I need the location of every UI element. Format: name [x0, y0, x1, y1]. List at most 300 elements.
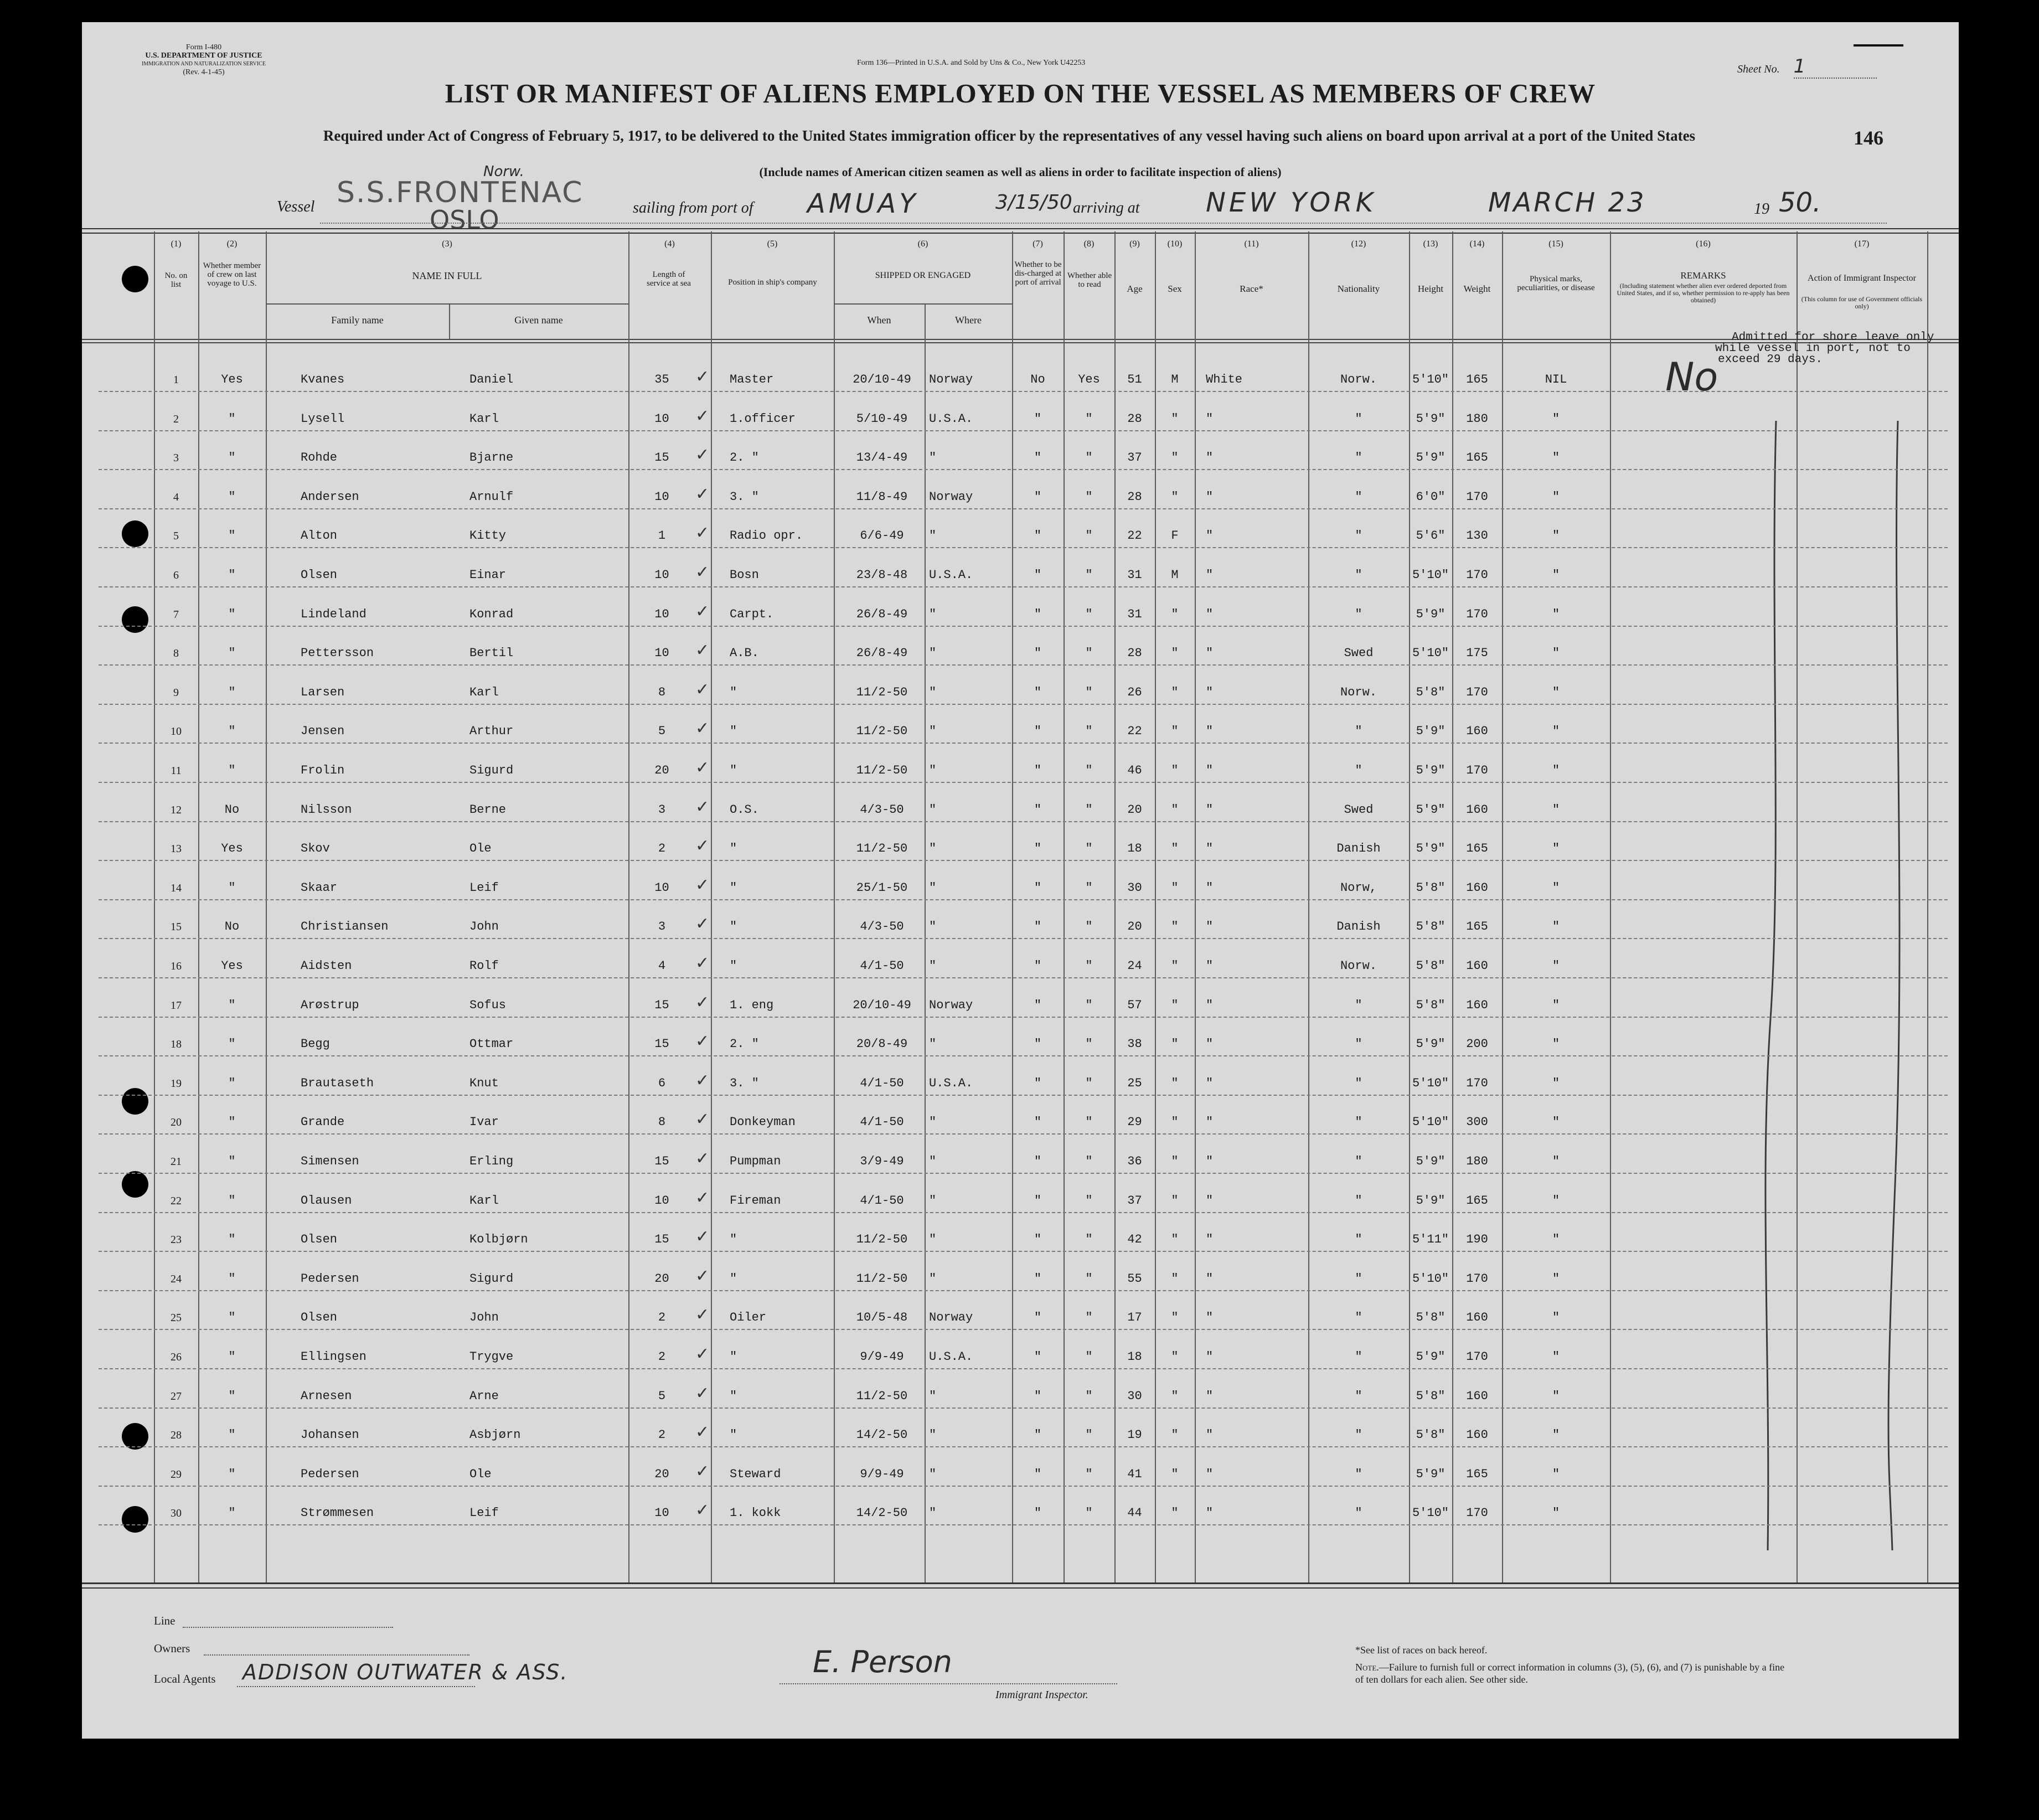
- cell-where: ": [929, 607, 937, 621]
- cell-where: ": [929, 1271, 937, 1286]
- cell-where: ": [929, 1428, 937, 1442]
- cell-where: Norway: [929, 373, 973, 386]
- cell-age: 42: [1127, 1233, 1142, 1247]
- cell-physical-marks: ": [1552, 1389, 1560, 1403]
- cell-race: ": [1206, 998, 1214, 1012]
- table-row: [82, 627, 1959, 666]
- cell-race: ": [1206, 880, 1214, 895]
- cell-discharged: ": [1034, 920, 1042, 934]
- cell-sex: ": [1171, 1271, 1179, 1286]
- colnum-16: (16): [1696, 239, 1711, 249]
- cell-physical-marks: ": [1552, 1115, 1560, 1130]
- inspector-signature: E. Person: [813, 1644, 952, 1679]
- cell-member: ": [228, 1037, 236, 1051]
- cell-given-name: Kitty: [469, 529, 507, 543]
- cell-discharged: ": [1034, 1350, 1042, 1364]
- cell-sex: ": [1171, 489, 1179, 504]
- cell-weight: 165: [1466, 1467, 1488, 1481]
- cell-length: 10: [654, 411, 669, 426]
- cell-position: Pumpman: [730, 1154, 781, 1168]
- cell-family-name: Ellingsen: [301, 1350, 366, 1364]
- footer-line-underline: [183, 1627, 393, 1628]
- cell-able-read: ": [1085, 1506, 1093, 1520]
- cell-no: 16: [171, 960, 182, 972]
- cell-discharged: ": [1034, 411, 1042, 426]
- cell-length: 10: [654, 880, 669, 895]
- cell-when: 13/4-49: [856, 451, 908, 465]
- cell-given-name: Berne: [469, 802, 507, 817]
- cell-physical-marks: ": [1552, 802, 1560, 817]
- cell-length: 20: [654, 1271, 669, 1286]
- cell-race: ": [1206, 568, 1214, 582]
- cell-no: 29: [171, 1468, 182, 1481]
- cell-when: 4/1-50: [860, 1076, 904, 1090]
- cell-no: 24: [171, 1272, 182, 1285]
- cell-race: ": [1206, 1271, 1214, 1286]
- cell-age: 36: [1127, 1154, 1142, 1168]
- cell-discharged: ": [1034, 1467, 1042, 1481]
- cell-given-name: Konrad: [469, 607, 514, 621]
- cell-given-name: Arne: [469, 1389, 499, 1403]
- cell-discharged: ": [1034, 802, 1042, 817]
- cell-race: ": [1206, 489, 1214, 504]
- sheet-label: Sheet No.: [1737, 63, 1780, 75]
- cell-race: ": [1206, 959, 1214, 973]
- remarks-line: exceed 29 days.: [1718, 353, 1823, 366]
- cell-given-name: Asbjørn: [469, 1428, 521, 1442]
- cell-able-read: ": [1085, 568, 1093, 582]
- cell-height: 5'8": [1416, 1311, 1446, 1325]
- cell-no: 4: [173, 491, 179, 503]
- hdr-shipped: SHIPPED OR ENGAGED: [875, 271, 971, 280]
- cell-no: 7: [173, 608, 179, 621]
- manifest-title: LIST OR MANIFEST OF ALIENS EMPLOYED ON THE VESSEL AS MEMBERS OF CREW: [445, 78, 1596, 109]
- cell-position: ": [730, 685, 737, 699]
- cell-family-name: Brautaseth: [301, 1076, 374, 1090]
- length-checkmark: ✓: [695, 758, 710, 777]
- manifest-subtitle: Required under Act of Congress of February 5, 1917, to be delivered to the United States immigration officer by the representatives of any vessel having such aliens on board upon arrival at a port of the United States: [323, 127, 1696, 144]
- table-row: [82, 1487, 1959, 1525]
- cell-age: 18: [1127, 1350, 1142, 1364]
- cell-height: 5'9": [1416, 607, 1446, 621]
- footer-owners-underline: [204, 1654, 469, 1656]
- hdr-physical: Physical marks, peculiarities, or disease: [1517, 275, 1595, 292]
- cell-discharged: ": [1034, 998, 1042, 1012]
- cell-length: 5: [658, 724, 666, 739]
- cell-length: 35: [654, 373, 669, 386]
- cell-no: 26: [171, 1351, 182, 1363]
- cell-length: 10: [654, 489, 669, 504]
- cell-race: ": [1206, 1311, 1214, 1325]
- cell-nationality: ": [1355, 1037, 1362, 1051]
- vessel-label: Vessel: [277, 198, 315, 215]
- cell-weight: 180: [1466, 411, 1488, 426]
- cell-family-name: Kvanes: [301, 373, 345, 386]
- cell-race: ": [1206, 646, 1214, 661]
- cell-weight: 170: [1466, 1350, 1488, 1364]
- cell-no: 6: [173, 569, 179, 581]
- hdr-weight: Weight: [1463, 283, 1491, 294]
- penalty-note-text: —Failure to furnish full or correct information in columns (3), (5), (6), and (7) is punishable by a fine of ten dollars for each alien. See other side.: [1355, 1662, 1785, 1685]
- sailing-date: 3/15/50: [995, 191, 1072, 214]
- cell-member: ": [228, 489, 236, 504]
- cell-family-name: Lysell: [301, 411, 345, 426]
- cell-member: ": [228, 411, 236, 426]
- cell-when: 26/8-49: [856, 607, 908, 621]
- cell-length: 20: [654, 1467, 669, 1481]
- cell-given-name: Arnulf: [469, 489, 514, 504]
- cell-height: 5'10": [1412, 1076, 1449, 1090]
- cell-position: Radio opr.: [730, 529, 803, 543]
- cell-sex: ": [1171, 920, 1179, 934]
- cell-member: ": [228, 685, 236, 699]
- cell-height: 5'8": [1416, 1389, 1446, 1403]
- cell-race: ": [1206, 529, 1214, 543]
- table-row: [82, 744, 1959, 783]
- cell-able-read: ": [1085, 959, 1093, 973]
- cell-age: 25: [1127, 1076, 1142, 1090]
- cell-physical-marks: ": [1552, 1271, 1560, 1286]
- cell-weight: 160: [1466, 998, 1488, 1012]
- cell-given-name: Erling: [469, 1154, 514, 1168]
- cell-given-name: John: [469, 920, 499, 934]
- cell-sex: ": [1171, 1467, 1179, 1481]
- cell-given-name: Bjarne: [469, 451, 514, 465]
- cell-race: ": [1206, 1506, 1214, 1520]
- inspector-label: Immigrant Inspector.: [995, 1689, 1088, 1701]
- cell-position: ": [730, 724, 737, 739]
- cell-sex: ": [1171, 1115, 1179, 1130]
- cell-member: ": [228, 568, 236, 582]
- length-checkmark: ✓: [695, 1266, 710, 1286]
- cell-height: 5'10": [1412, 646, 1449, 661]
- table-row: [82, 900, 1959, 939]
- length-checkmark: ✓: [695, 1501, 710, 1520]
- form-service: IMMIGRATION AND NATURALIZATION SERVICE: [142, 61, 266, 67]
- cell-member: Yes: [221, 959, 243, 973]
- cell-member: ": [228, 1350, 236, 1364]
- cell-discharged: ": [1034, 959, 1042, 973]
- cell-height: 5'10": [1412, 373, 1449, 386]
- table-bottom-rule: [82, 1582, 1959, 1589]
- form-id-block: [137, 43, 270, 76]
- cell-sex: F: [1171, 529, 1179, 543]
- cell-race: ": [1206, 764, 1214, 777]
- cell-height: 5'9": [1416, 1193, 1446, 1208]
- cell-physical-marks: ": [1552, 607, 1560, 621]
- cell-member: ": [228, 1154, 236, 1168]
- length-checkmark: ✓: [695, 797, 710, 817]
- length-checkmark: ✓: [695, 406, 710, 426]
- cell-where: Norway: [929, 489, 973, 504]
- cell-physical-marks: ": [1552, 842, 1560, 856]
- cell-able-read: ": [1085, 842, 1093, 856]
- cell-member: ": [228, 1467, 236, 1481]
- table-row: [82, 1018, 1959, 1056]
- cell-position: ": [730, 1233, 737, 1247]
- cell-where: ": [929, 959, 937, 973]
- cell-no: 10: [171, 725, 182, 738]
- cell-height: 5'6": [1416, 529, 1446, 543]
- cell-weight: 200: [1466, 1037, 1488, 1051]
- cell-where: U.S.A.: [929, 1076, 973, 1090]
- cell-no: 28: [171, 1429, 182, 1442]
- cell-where: ": [929, 451, 937, 465]
- voyage-underline: [320, 223, 1887, 224]
- cell-height: 5'8": [1416, 1428, 1446, 1442]
- cell-when: 11/2-50: [856, 685, 908, 699]
- cell-member: ": [228, 451, 236, 465]
- cell-member: ": [228, 1389, 236, 1403]
- cell-when: 11/2-50: [856, 724, 908, 739]
- table-row: [82, 1291, 1959, 1330]
- cell-where: ": [929, 1233, 937, 1247]
- cell-length: 10: [654, 568, 669, 582]
- cell-family-name: Rohde: [301, 451, 338, 465]
- length-checkmark: ✓: [695, 1149, 710, 1168]
- cell-nationality: ": [1355, 1428, 1362, 1442]
- cell-when: 4/1-50: [860, 1193, 904, 1208]
- cell-family-name: Andersen: [301, 489, 359, 504]
- cell-sex: M: [1171, 568, 1179, 582]
- cell-discharged: ": [1034, 568, 1042, 582]
- cell-discharged: ": [1034, 880, 1042, 895]
- cell-sex: ": [1171, 685, 1179, 699]
- cell-sex: ": [1171, 1350, 1179, 1364]
- cell-age: 46: [1127, 764, 1142, 777]
- cell-able-read: ": [1085, 880, 1093, 895]
- cell-no: 1: [173, 374, 179, 386]
- cell-discharged: ": [1034, 1076, 1042, 1090]
- cell-race: ": [1206, 920, 1214, 934]
- footer-line-label: Line: [154, 1614, 175, 1627]
- cell-discharged: ": [1034, 1271, 1042, 1286]
- races-note: *See list of races on back hereof.: [1355, 1644, 1488, 1656]
- cell-physical-marks: ": [1552, 724, 1560, 739]
- cell-given-name: Bertil: [469, 646, 514, 661]
- cell-family-name: Begg: [301, 1037, 330, 1051]
- cell-when: 11/2-50: [856, 764, 908, 777]
- cell-where: U.S.A.: [929, 411, 973, 426]
- cell-length: 2: [658, 1311, 666, 1325]
- table-row: [82, 979, 1959, 1018]
- cell-member: ": [228, 646, 236, 661]
- cell-age: 22: [1127, 529, 1142, 543]
- hdr-family-name: Family name: [331, 314, 384, 326]
- cell-physical-marks: ": [1552, 880, 1560, 895]
- cell-nationality: Norw,: [1340, 880, 1377, 895]
- table-row: [82, 471, 1959, 509]
- cell-able-read: ": [1085, 529, 1093, 543]
- cell-sex: ": [1171, 1311, 1179, 1325]
- name-header-rule: [266, 303, 628, 305]
- cell-race: ": [1206, 1233, 1214, 1247]
- cell-member: Yes: [221, 373, 243, 386]
- cell-discharged: ": [1034, 489, 1042, 504]
- cell-given-name: Leif: [469, 1506, 499, 1520]
- cell-height: 5'9": [1416, 1037, 1446, 1051]
- cell-nationality: Swed: [1344, 646, 1374, 661]
- cell-no: 8: [173, 647, 179, 660]
- cell-physical-marks: ": [1552, 1428, 1560, 1442]
- cell-given-name: Ole: [469, 842, 492, 856]
- table-row: [82, 393, 1959, 431]
- cell-member: ": [228, 1076, 236, 1090]
- length-checkmark: ✓: [695, 641, 710, 661]
- cell-where: ": [929, 920, 937, 934]
- cell-physical-marks: ": [1552, 1193, 1560, 1208]
- cell-length: 8: [658, 1115, 666, 1130]
- cell-family-name: Pedersen: [301, 1467, 359, 1481]
- row-rule: [99, 1524, 1948, 1525]
- cell-nationality: ": [1355, 1154, 1362, 1168]
- cell-when: 10/5-48: [856, 1311, 908, 1325]
- cell-when: 11/2-50: [856, 1389, 908, 1403]
- manifest-sheet: [82, 22, 1959, 1739]
- cell-family-name: Christiansen: [301, 920, 389, 934]
- hdr-nationality: Nationality: [1337, 283, 1380, 294]
- cell-weight: 180: [1466, 1154, 1488, 1168]
- length-checkmark: ✓: [695, 1188, 710, 1208]
- cell-race: ": [1206, 1076, 1214, 1090]
- cell-weight: 170: [1466, 764, 1488, 777]
- cell-able-read: ": [1085, 802, 1093, 817]
- cell-height: 5'10": [1412, 1115, 1449, 1130]
- cell-discharged: ": [1034, 646, 1042, 661]
- cell-able-read: Yes: [1078, 373, 1100, 386]
- cell-position: Donkeyman: [730, 1115, 796, 1130]
- cell-physical-marks: ": [1552, 998, 1560, 1012]
- cell-given-name: Daniel: [469, 373, 514, 386]
- cell-no: 11: [171, 765, 182, 777]
- cell-weight: 170: [1466, 489, 1488, 504]
- table-row: [82, 1448, 1959, 1487]
- colnum-12: (12): [1351, 239, 1366, 249]
- cell-given-name: Karl: [469, 411, 499, 426]
- cell-given-name: Leif: [469, 880, 499, 895]
- cell-position: 2. ": [730, 1037, 759, 1051]
- cell-length: 10: [654, 1506, 669, 1520]
- cell-able-read: ": [1085, 1350, 1093, 1364]
- cell-length: 10: [654, 607, 669, 621]
- cell-family-name: Frolin: [301, 764, 345, 777]
- cell-position: 1. kokk: [730, 1506, 781, 1520]
- cell-length: 6: [658, 1076, 666, 1090]
- cell-race: ": [1206, 1389, 1214, 1403]
- cell-family-name: Olsen: [301, 568, 338, 582]
- cell-nationality: ": [1355, 489, 1362, 504]
- cell-length: 2: [658, 1428, 666, 1442]
- cell-when: 26/8-49: [856, 646, 908, 661]
- arriving-port: NEW YORK: [1206, 187, 1377, 218]
- cell-nationality: ": [1355, 568, 1362, 582]
- cell-sex: ": [1171, 451, 1179, 465]
- length-checkmark: ✓: [695, 875, 710, 895]
- cell-age: 38: [1127, 1037, 1142, 1051]
- cell-physical-marks: ": [1552, 685, 1560, 699]
- cell-family-name: Arøstrup: [301, 998, 359, 1012]
- cell-discharged: ": [1034, 1389, 1042, 1403]
- cell-physical-marks: NIL: [1545, 373, 1567, 386]
- form-department: U.S. DEPARTMENT OF JUSTICE: [145, 51, 262, 60]
- cell-given-name: Kolbjørn: [469, 1233, 528, 1247]
- cell-length: 4: [658, 959, 666, 973]
- punch-hole: [122, 266, 148, 292]
- cell-weight: 160: [1466, 1428, 1488, 1442]
- cell-physical-marks: ": [1552, 764, 1560, 777]
- length-checkmark: ✓: [695, 484, 710, 504]
- cell-sex: ": [1171, 646, 1179, 661]
- cell-height: 5'9": [1416, 802, 1446, 817]
- cell-weight: 300: [1466, 1115, 1488, 1130]
- cell-weight: 160: [1466, 1311, 1488, 1325]
- vessel-flag-hand: Norw.: [483, 163, 524, 180]
- cell-able-read: ": [1085, 1233, 1093, 1247]
- cell-position: 1. eng: [730, 998, 774, 1012]
- cell-length: 1: [658, 529, 666, 543]
- cell-no: 21: [171, 1156, 182, 1168]
- table-row: [82, 353, 1959, 392]
- length-checkmark: ✓: [695, 1422, 710, 1442]
- cell-no: 2: [173, 413, 179, 425]
- cell-discharged: ": [1034, 1037, 1042, 1051]
- cell-discharged: ": [1034, 1428, 1042, 1442]
- hdr-no-on-list: No. on list: [164, 271, 188, 289]
- cell-given-name: Knut: [469, 1076, 499, 1090]
- cell-height: 5'9": [1416, 1467, 1446, 1481]
- cell-height: 5'8": [1416, 880, 1446, 895]
- cell-member: ": [228, 1311, 236, 1325]
- cell-member: ": [228, 880, 236, 895]
- cell-family-name: Skaar: [301, 880, 338, 895]
- cell-weight: 160: [1466, 880, 1488, 895]
- colnum-15: (15): [1548, 239, 1563, 249]
- cell-given-name: Arthur: [469, 724, 514, 739]
- colnum-14: (14): [1469, 239, 1485, 249]
- hdr-when: When: [867, 314, 891, 326]
- cell-nationality: Norw.: [1340, 959, 1377, 973]
- cell-no: 17: [171, 999, 182, 1012]
- cell-age: 28: [1127, 411, 1142, 426]
- cell-where: ": [929, 1389, 937, 1403]
- cell-nationality: ": [1355, 451, 1362, 465]
- cell-family-name: Larsen: [301, 685, 345, 699]
- cell-where: ": [929, 1037, 937, 1051]
- cell-member: ": [228, 764, 236, 777]
- cell-sex: ": [1171, 998, 1179, 1012]
- cell-weight: 165: [1466, 451, 1488, 465]
- cell-when: 6/6-49: [860, 529, 904, 543]
- cell-given-name: Sofus: [469, 998, 507, 1012]
- cell-physical-marks: ": [1552, 920, 1560, 934]
- cell-position: ": [730, 880, 737, 895]
- cell-when: 14/2-50: [856, 1428, 908, 1442]
- cell-when: 20/8-49: [856, 1037, 908, 1051]
- cell-able-read: ": [1085, 1193, 1093, 1208]
- cell-no: 13: [171, 843, 182, 855]
- cell-age: 28: [1127, 489, 1142, 504]
- cell-member: ": [228, 1193, 236, 1208]
- colnum-4: (4): [664, 239, 675, 249]
- cell-discharged: ": [1034, 607, 1042, 621]
- cell-where: U.S.A.: [929, 1350, 973, 1364]
- cell-nationality: ": [1355, 411, 1362, 426]
- cell-sex: ": [1171, 1428, 1179, 1442]
- length-checkmark: ✓: [695, 1070, 710, 1090]
- cell-position: Fireman: [730, 1193, 781, 1208]
- remarks-line: while vessel in port, not to: [1715, 342, 1911, 355]
- cell-given-name: Rolf: [469, 959, 499, 973]
